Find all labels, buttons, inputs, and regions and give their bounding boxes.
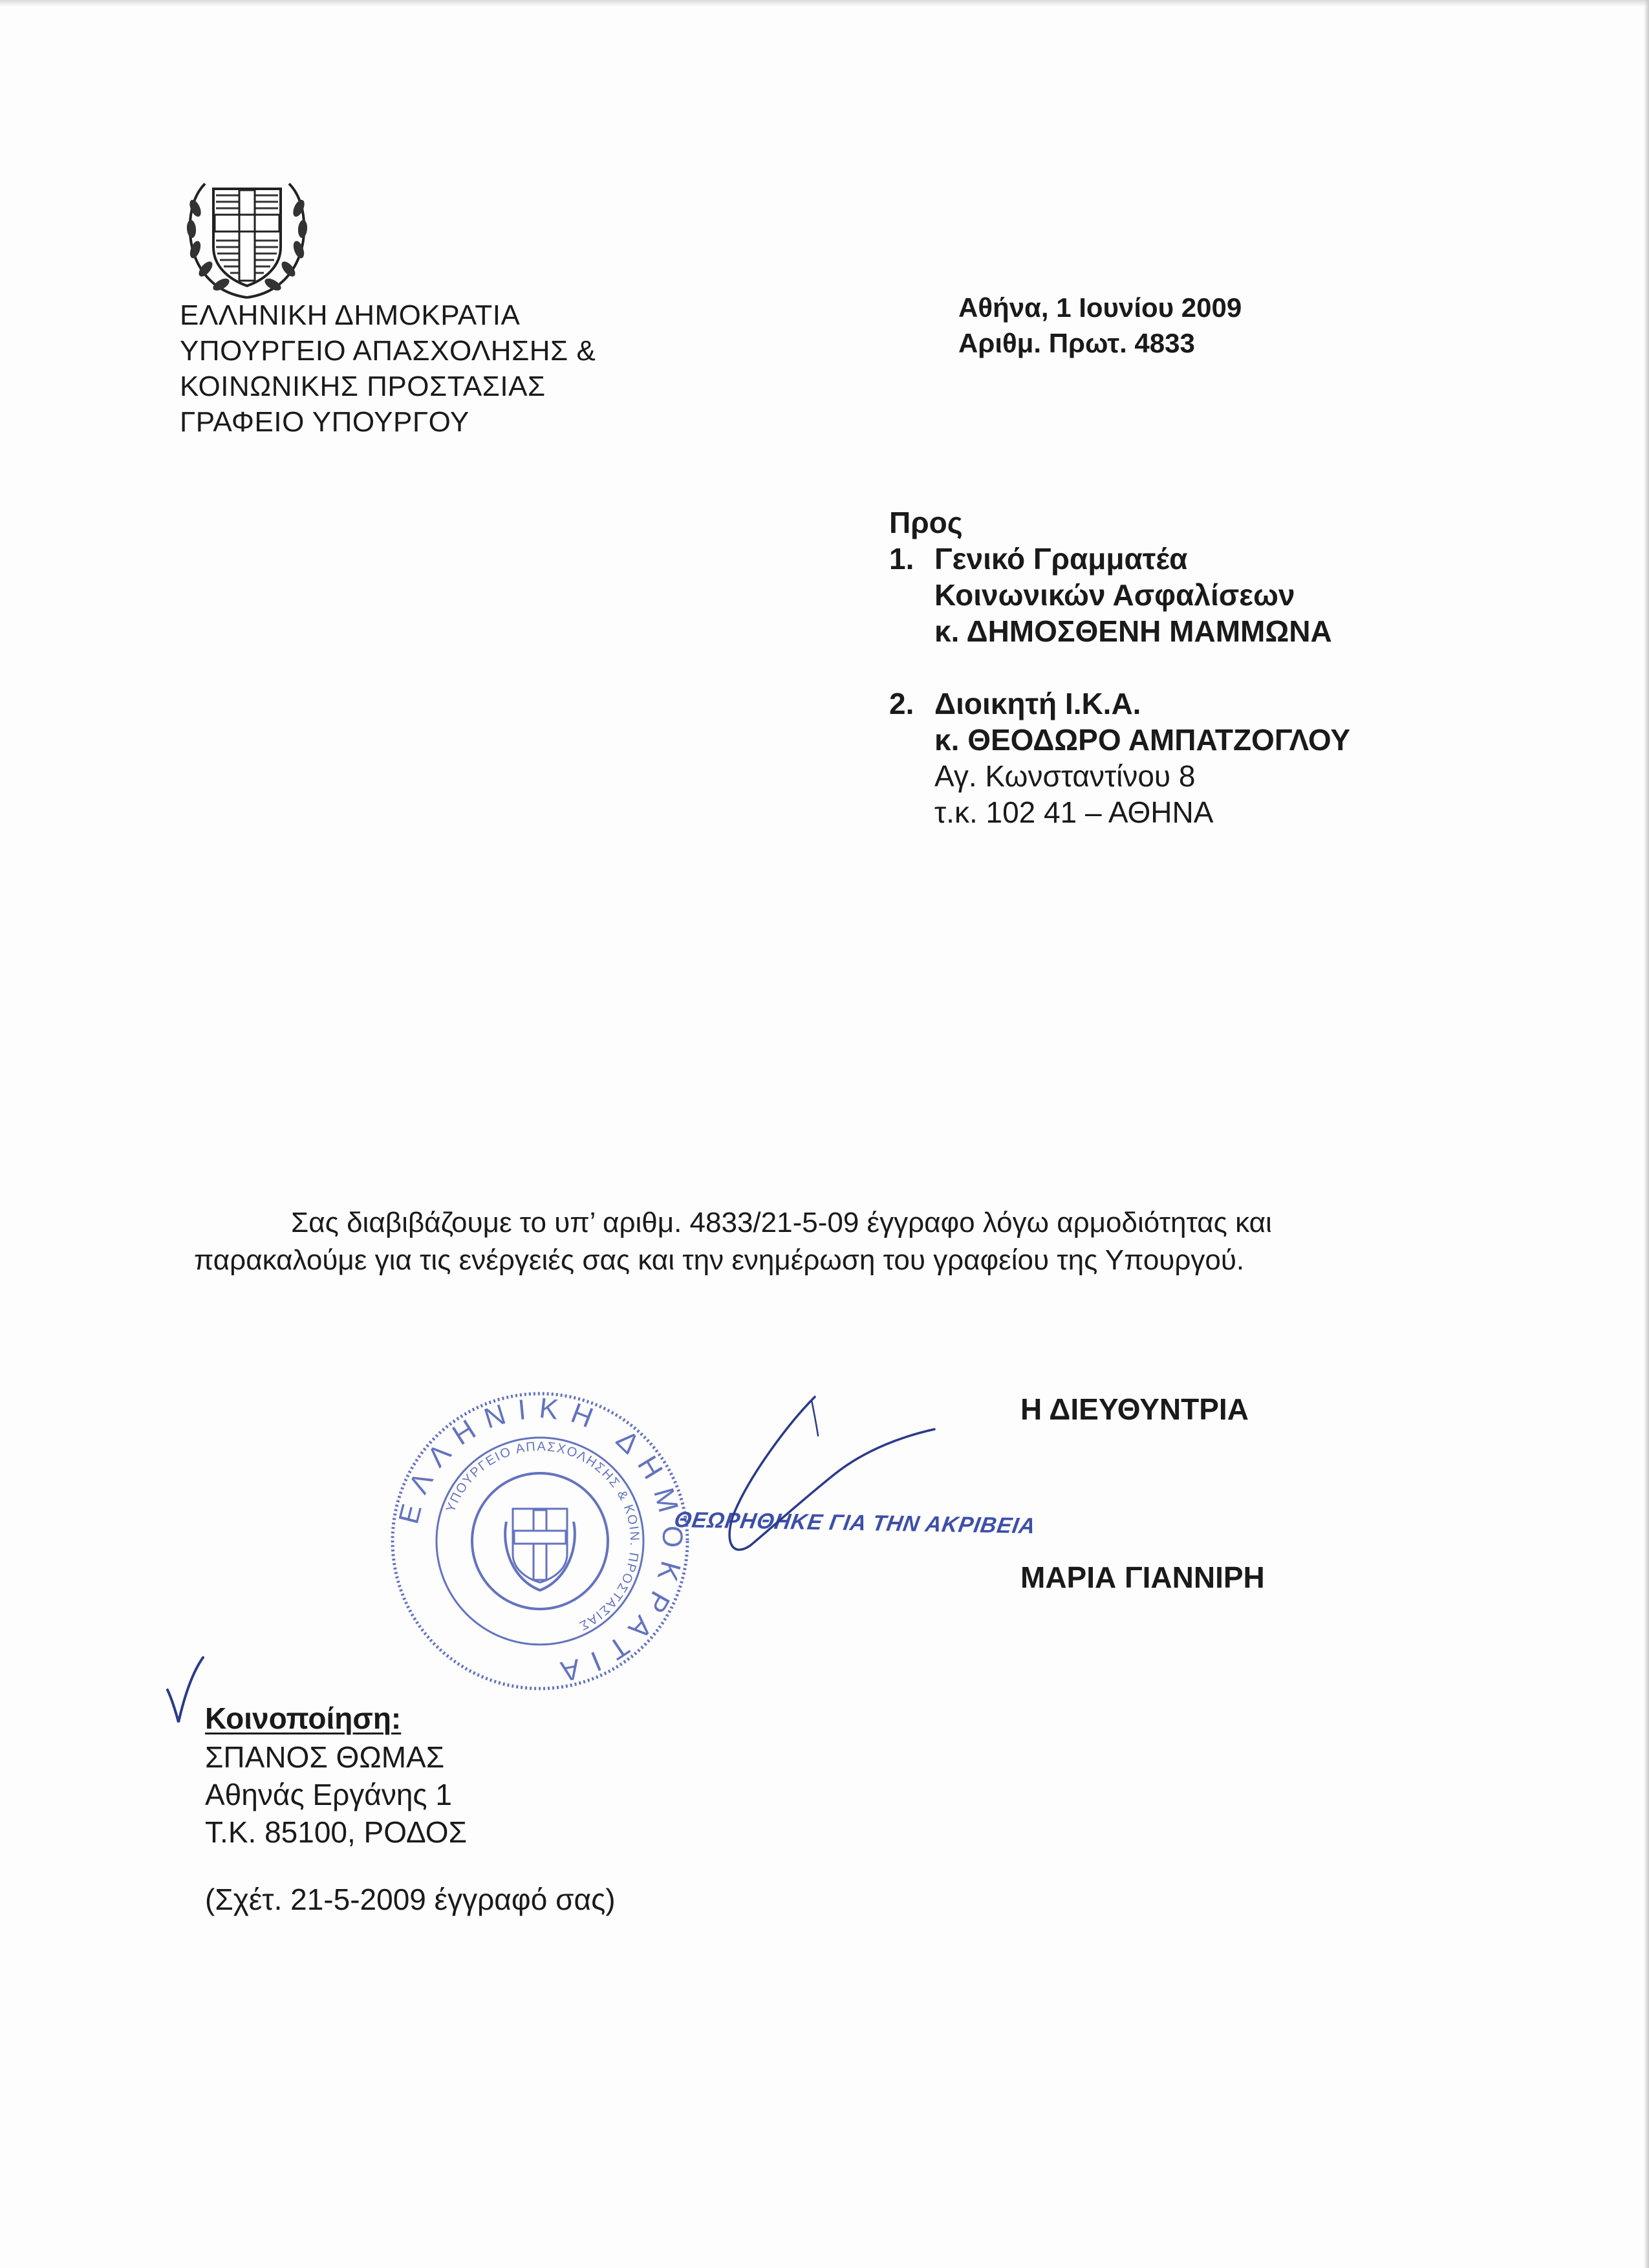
date-protocol-block (958, 290, 1242, 361)
cc-line: Τ.Κ. 85100, ΡΟΔΟΣ (205, 1815, 468, 1849)
recipient-number: 2. (889, 687, 914, 720)
handwritten-signature (673, 1384, 944, 1591)
issuer-line: ΚΟΙΝΩΝΙΚΗΣ ΠΡΟΣΤΑΣΙΑΣ (180, 371, 546, 402)
recipient-line: Κοινωνικών Ασφαλίσεων (934, 578, 1295, 612)
cc-block (205, 1738, 467, 1851)
recipients-block (889, 504, 1350, 830)
coat-of-arms-icon (182, 169, 312, 302)
document-date: Αθήνα, 1 Ιουνίου 2009 (958, 292, 1242, 323)
issuer-line: ΕΛΛΗΝΙΚΗ ΔΗΜΟΚΡΑΤΙΑ (180, 299, 521, 331)
recipient-postcode: τ.κ. 102 41 – ΑΘΗΝΑ (934, 795, 1214, 829)
body-line: Σας διαβιβάζουμε το υπ’ αριθμ. 4833/21-5-09 έγγραφο λόγω αρμοδιότητας και (291, 1207, 1272, 1238)
reference-note: (Σχέτ. 21-5-2009 έγγραφό σας) (205, 1883, 616, 1916)
recipients-label: Προς (889, 506, 963, 539)
stamp-inner-text: ΥΠΟΥΡΓΕΙΟ ΑΠΑΣΧΟΛΗΣΗΣ & ΚΟΙΝ. ΠΡΟΣΤΑΣΙΑΣ (443, 1439, 642, 1634)
stamp-ring-text: ΕΛΛΗΝΙΚΗ ΔΗΜΟΚΡΑΤΙΑ (393, 1392, 689, 1690)
protocol-number: Αριθμ. Πρωτ. 4833 (958, 328, 1195, 358)
recipient-address: Αγ. Κωνσταντίνου 8 (934, 759, 1196, 793)
signatory-name: ΜΑΡΙΑ ΓΙΑΝΝΙΡΗ (1020, 1561, 1265, 1594)
recipient-line: κ. ΘΕΟΔΩΡΟ ΑΜΠΑΤΖΟΓΛΟΥ (934, 723, 1351, 757)
certification-stamp-text: ΘΕΩΡΗΘΗΚΕ ΓΙΑ ΤΗΝ ΑΚΡΙΒΕΙΑ (672, 1507, 1038, 1539)
issuer-line: ΥΠΟΥΡΓΕΙΟ ΑΠΑΣΧΟΛΗΣΗΣ & (180, 335, 596, 367)
checkmark-icon (164, 1654, 210, 1725)
recipient-2 (889, 686, 1350, 722)
recipient-line: Διοικητή Ι.Κ.Α. (934, 687, 1141, 720)
scan-edge-right (1644, 0, 1649, 2268)
issuer-line: ΓΡΑΦΕΙΟ ΥΠΟΥΡΓΟΥ (180, 406, 469, 438)
recipient-number: 1. (889, 542, 914, 576)
recipient-line: κ. ΔΗΜΟΣΘΕΝΗ ΜΑΜΜΩΝΑ (934, 614, 1332, 648)
cc-line: ΣΠΑΝΟΣ ΘΩΜΑΣ (205, 1740, 445, 1774)
letter-body (194, 1204, 1423, 1279)
body-line: παρακαλούμε για τις ενέργειές σας και την ενημέρωση του γραφείου της Υπουργού. (194, 1244, 1245, 1276)
issuer-block (180, 297, 596, 440)
official-stamp-icon (387, 1389, 694, 1693)
cc-label: Κοινοποίηση: (205, 1701, 402, 1735)
recipient-1 (889, 541, 1350, 577)
signatory-title: Η ΔΙΕΥΘΥΝΤΡΙΑ (1020, 1392, 1249, 1426)
cc-line: Αθηνάς Εργάνης 1 (205, 1778, 452, 1811)
scan-edge-top (0, 0, 1649, 6)
recipient-line: Γενικό Γραμματέα (934, 542, 1188, 576)
